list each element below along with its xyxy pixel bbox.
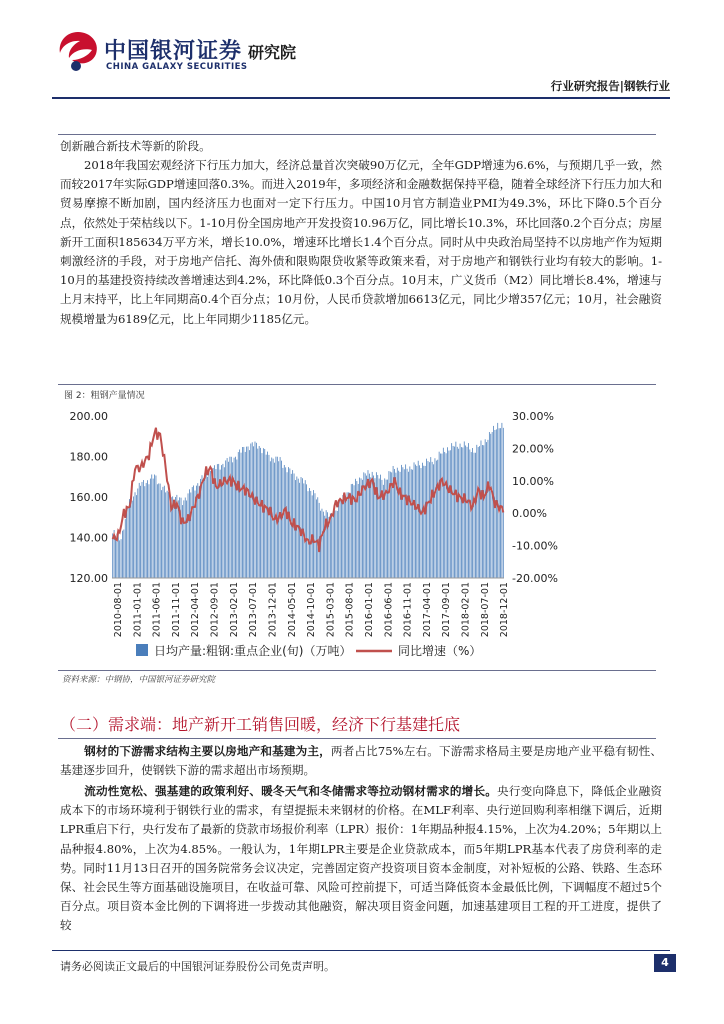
production-bar [193,485,194,578]
production-bar [437,460,438,578]
production-bar [411,469,412,578]
right-axis-tick-label: -20.00% [512,572,558,585]
galaxy-logo-icon [54,28,102,76]
production-bar [322,509,323,578]
figure-bottom-divider [58,670,656,671]
production-bar [398,471,399,578]
production-bar [336,510,337,578]
production-bar [121,539,122,578]
footer-divider [52,950,670,951]
production-bar [435,458,436,578]
production-bar [139,483,140,578]
x-axis-tick-label: 2018-02-01 [460,582,472,638]
production-bar [165,492,166,578]
production-bar [115,536,116,578]
production-bar [128,508,129,578]
production-bar [464,441,465,578]
production-bar [421,468,422,578]
production-bar [404,469,405,578]
production-bar [465,445,466,578]
brand-name-en: CHINA GALAXY SECURITIES [106,62,248,72]
figure-top-divider [58,384,656,385]
production-bar [444,452,445,578]
production-bar [174,502,175,578]
production-bar [451,443,452,578]
production-bar [337,511,338,578]
production-bar [136,495,137,578]
production-bar [479,446,480,578]
production-bar [486,442,487,578]
paragraph-4-text: 央行变向降息下，降低企业融资成本下的市场环境利于钢铁行业的需求，有望提振未来钢材的价格。在MLF利率、央行逆回购利率相继下调后，近期LPR重启下行，央行发布了最新的贷款市场报价利率（LPR）报价：1年期品种报4.15%，上次为4.20%；5年期以上品种报4.80%，上次为4.85%。一般认为，1年期LPR主要是企业贷款成本，而5年期LPR基本代表了房贷利率的走势。同时11月13日召开的国务院常务会议决定，完善固定资产投资项目资本金制度，对补短板的公路、铁路、生态环保、社会民生等方面基础设施项目，在收益可靠、风险可控前提下，可适当降低资本金最低比例，下调幅度不超过5个百分点。项目资本金比例的下调将进一步拨动其他融资，解决项目资金问题，加速基建项目工程的开工进度，提供了较 [60,784,662,933]
report-type: 行业研究报告|钢铁行业 [550,79,670,93]
production-bar [447,447,448,578]
left-axis-tick-label: 120.00 [69,572,108,585]
production-bar [316,499,317,578]
production-bar [151,474,152,578]
production-bar [407,469,408,578]
production-bar [401,465,402,578]
paragraph-1: 创新融合新技术等新的阶段。 [60,139,211,153]
paragraph-4-lead: 流动性宽松、强基建的政策利好、暖冬天气和冬储需求等拉动钢材需求的增长。 [84,784,498,798]
production-bar [301,477,302,578]
x-axis-tick-label: 2011-01-01 [132,582,144,638]
production-bar [188,493,189,578]
production-bar [305,480,306,578]
production-bar [402,467,403,578]
production-bar [412,470,413,578]
production-bar [419,465,420,578]
production-bar [288,467,289,578]
x-axis-tick-label: 2016-11-01 [402,582,414,638]
production-bar [347,492,348,578]
x-axis-tick-label: 2010-08-01 [113,582,124,638]
production-bar [224,467,225,578]
production-bar [499,428,500,578]
x-axis-tick-label: 2015-08-01 [344,582,356,638]
legend-bar-swatch [136,644,148,656]
production-bar [147,480,148,578]
production-bar [355,479,356,578]
production-bar [474,453,475,578]
production-bar [469,449,470,578]
production-bar [203,478,204,578]
production-bar [284,465,285,578]
production-bar [280,457,281,578]
production-bar [227,458,228,578]
production-bar [207,477,208,578]
production-bar [168,492,169,578]
production-bar [372,472,373,578]
production-bar [175,497,176,578]
x-axis-tick-label: 2013-02-01 [228,582,240,638]
production-bar [455,442,456,578]
production-bar [482,445,483,578]
left-axis-tick-label: 180.00 [69,450,108,464]
production-bar [190,492,191,578]
figure-title: 图 2：粗钢产量情况 [64,391,145,401]
production-bar [429,462,430,578]
production-bar [306,484,307,578]
production-bar [432,462,433,578]
production-bar [189,489,190,578]
x-axis-tick-label: 2012-04-01 [190,582,202,638]
production-bar [264,449,265,578]
production-bar [344,497,345,578]
production-bar [209,473,210,578]
x-axis-tick-label: 2016-06-01 [383,582,395,638]
production-bar [210,471,211,578]
paragraph-2 [60,156,662,329]
production-bar [490,434,491,578]
production-bar [199,486,200,578]
production-bar [309,488,310,578]
production-bar [158,483,159,578]
production-bar [181,498,182,578]
production-bar [192,487,193,578]
production-bar [143,480,144,578]
production-bar [269,455,270,578]
production-bar [123,530,124,579]
production-bar [362,480,363,578]
production-bar [302,478,303,578]
production-bar [236,460,237,579]
production-bar [500,428,501,578]
production-bar [348,492,349,578]
production-bar [386,480,387,578]
production-bar [285,467,286,578]
production-bar [503,428,504,578]
production-bar [450,450,451,578]
production-bar [415,465,416,578]
production-bar [274,463,275,578]
production-bar [245,452,246,578]
production-bar [462,447,463,578]
production-bar [270,461,271,578]
production-bar [118,533,119,578]
production-bar [489,432,490,578]
production-bar [206,472,207,578]
production-bar [202,475,203,578]
paragraph-4 [60,782,662,936]
production-bar [428,461,429,578]
production-bar [475,453,476,578]
production-bar [492,432,493,578]
production-bar [485,439,486,578]
production-bar [317,497,318,578]
production-bar [122,531,123,578]
x-axis-tick-label: 2017-09-01 [441,582,453,638]
production-bar [458,449,459,578]
production-bar [497,423,498,578]
production-bar [461,447,462,578]
paragraph-3 [60,742,662,780]
production-bar [186,500,187,578]
production-bar [414,462,415,578]
production-bar [502,423,503,578]
production-bar [416,466,417,578]
production-bar [468,443,469,578]
x-axis-tick-label: 2017-04-01 [421,582,433,638]
production-bar [185,498,186,578]
x-axis-tick-label: 2012-09-01 [209,582,221,638]
production-bar [405,464,406,578]
production-bar [167,491,168,578]
production-bar [449,451,450,578]
production-bar [235,457,236,578]
production-bar [241,453,242,578]
production-bar [460,444,461,578]
production-bar [440,454,441,579]
production-bar [266,455,267,578]
production-bar [422,463,423,578]
production-bar [483,445,484,578]
x-axis-tick-label: 2011-06-01 [151,582,163,638]
x-axis-tick-label: 2013-07-01 [248,582,260,638]
production-bar [454,447,455,578]
production-bar [183,500,184,578]
right-axis-tick-label: 30.00% [512,410,554,423]
production-bar [260,448,261,578]
section-divider [58,134,656,135]
production-bar [472,448,473,578]
production-bar [471,452,472,578]
production-bar [370,477,371,578]
legend-bar-label: 日均产量:粗钢:重点企业(旬)（万吨） [154,644,352,658]
right-axis-tick-label: 0.00% [512,507,547,521]
production-bar [163,487,164,578]
production-bar [161,490,162,578]
production-bar [298,479,299,578]
production-bar [238,452,239,578]
production-bar [243,447,244,578]
production-bar [256,443,257,578]
heading-divider [58,738,656,739]
production-bar [249,450,250,578]
production-bar [391,472,392,578]
production-bar [132,501,133,578]
production-bar [160,484,161,578]
production-bar [315,493,316,578]
x-axis-tick-label: 2016-01-01 [363,582,375,638]
production-bar [488,440,489,578]
production-bar [204,473,205,578]
production-bar [112,533,113,578]
production-bar [334,511,335,578]
production-bar [426,459,427,578]
production-bar [149,484,150,578]
production-bar [213,468,214,578]
production-bar [129,499,130,578]
production-bar [253,446,254,578]
production-bar [418,461,419,578]
production-bar [349,493,350,578]
production-bar [425,466,426,578]
production-bar [433,464,434,578]
production-bar [387,480,388,578]
left-axis-tick-label: 160.00 [69,491,108,504]
page-number: 4 [654,954,676,972]
production-bar [259,446,260,578]
right-axis-tick-label: -10.00% [512,539,558,553]
production-bar [342,495,343,578]
production-bar [125,519,126,578]
production-bar [263,448,264,578]
production-bar [252,442,253,578]
production-bar [157,484,158,578]
production-bar [130,496,131,578]
production-bar [135,492,136,578]
production-bar [217,464,218,578]
production-bar [211,475,212,578]
x-axis-tick-label: 2011-11-01 [170,582,182,638]
legend-line-label: 同比增速（%） [398,644,482,658]
production-bar [443,448,444,578]
production-bar [137,489,138,578]
figure-source: 资料来源：中钢协，中国银河证券研究院 [62,675,216,685]
production-bar [323,512,324,578]
production-bar [436,461,437,578]
section-heading: （二）需求端：地产新开工销售回暖，经济下行基建托底 [60,715,461,734]
production-bar [481,440,482,578]
production-bar [439,452,440,578]
production-bar [170,500,171,578]
production-bar [257,449,258,578]
production-bar [239,450,240,579]
production-bar [430,457,431,578]
production-bar [408,472,409,578]
production-bar [476,445,477,578]
production-bar [119,540,120,578]
production-bar [366,476,367,578]
left-axis-tick-label: 200.00 [69,410,108,423]
x-axis-tick-label: 2014-05-01 [286,582,298,638]
production-bar [310,491,311,578]
production-bar [234,458,235,578]
x-axis-tick-label: 2013-12-01 [267,582,279,638]
paragraph-3-text: 两者占比75%左右。下游需求格局主要是房地产业平稳有韧性、基建逐步回升，使钢铁下游的需求超出市场预期。 [60,744,662,778]
production-bar [409,466,410,578]
production-bar [144,486,145,578]
footer-disclaimer: 请务必阅读正文最后的中国银河证券股份公司免责声明。 [60,960,335,973]
production-bar [154,475,155,578]
production-bar [283,468,284,578]
production-bar [142,482,143,578]
production-bar [164,486,165,578]
production-bar [246,447,247,578]
production-bar [255,442,256,578]
production-bar [156,476,157,578]
production-bar [267,452,268,578]
x-axis-tick-label: 2015-03-01 [325,582,337,638]
production-bar [287,472,288,578]
production-bar [153,479,154,578]
production-bar [338,502,339,578]
production-bar [467,447,468,578]
production-bar [457,447,458,578]
left-axis-tick-label: 140.00 [69,531,108,545]
production-bar [126,509,127,578]
production-bar [380,475,381,578]
x-axis-tick-label: 2014-10-01 [306,582,318,638]
production-bar [140,486,141,578]
production-bar [182,505,183,578]
x-axis-tick-label: 2018-07-01 [479,582,491,638]
production-bar [330,513,331,578]
paragraph-2-text: 2018年我国宏观经济下行压力加大，经济总量首次突破90万亿元，全年GDP增速为6.6%，与预期几乎一致，然而较2017年实际GDP增速回落0.3%。而进入2019年，多项经济和金融数据保持平稳，随着全球经济下行压力加大和贸易摩擦不断加剧，国内经济压力也面对一定下行压力。中国10月官方制造业PMI为49.3%，环比下降0.5个百分点，依然处于荣枯线以下。1-10月份全国房地产开发投资10.96万亿，同比增长10.3%，环比回落0.2个百分点；房屋新开工面积185634万平方米，增长10.0%，增速环比增长1.4个百分点。同时从中央政治局坚持不以房地产作为短期刺激经济的手段，对于房地产信托、海外债和限购限贷收紧等政策来看，对于房地产和钢铁行业均有较大的影响。1-10月的基建投资持续改善增速达到4.2%，环比降低0.3个百分点。10月末，广义货币（M2）同比增长8.4%，增速与上月末持平，比上年同期高0.4个百分点；10月份，人民币贷款增加6613亿元，同比少增357亿元；10月，社会融资规模增量为6189亿元，比上年同期少1185亿元。 [60,158,662,326]
production-bar [333,517,334,578]
steel-output-chart [60,404,666,662]
production-bar [133,496,134,578]
production-bar [341,502,342,578]
production-bar [178,500,179,578]
production-bar [442,454,443,578]
production-bar [379,479,380,578]
production-bar [446,453,447,578]
brand-institute: 研究院 [248,43,297,62]
right-axis-tick-label: 20.00% [512,442,554,456]
production-bar [242,447,243,578]
production-bar [340,501,341,578]
production-bar [369,474,370,578]
production-bar [262,453,263,578]
x-axis-tick-label: 2018-12-01 [499,582,511,638]
production-bar [345,499,346,578]
production-bar [150,479,151,578]
production-bar [231,457,232,578]
production-bar [453,446,454,578]
production-bar [423,466,424,578]
production-bar [478,447,479,578]
production-bar [331,515,332,578]
paragraph-3-lead: 钢材的下游需求结构主要以房地产和基建为主， [84,744,331,758]
production-bar [146,483,147,578]
right-axis-tick-label: 10.00% [512,474,554,488]
brand-name-cn: 中国银河证券 [104,39,243,64]
production-bar [308,491,309,578]
production-bar [248,446,249,578]
header-divider [52,97,670,99]
production-bar [313,490,314,578]
production-bar [250,444,251,578]
